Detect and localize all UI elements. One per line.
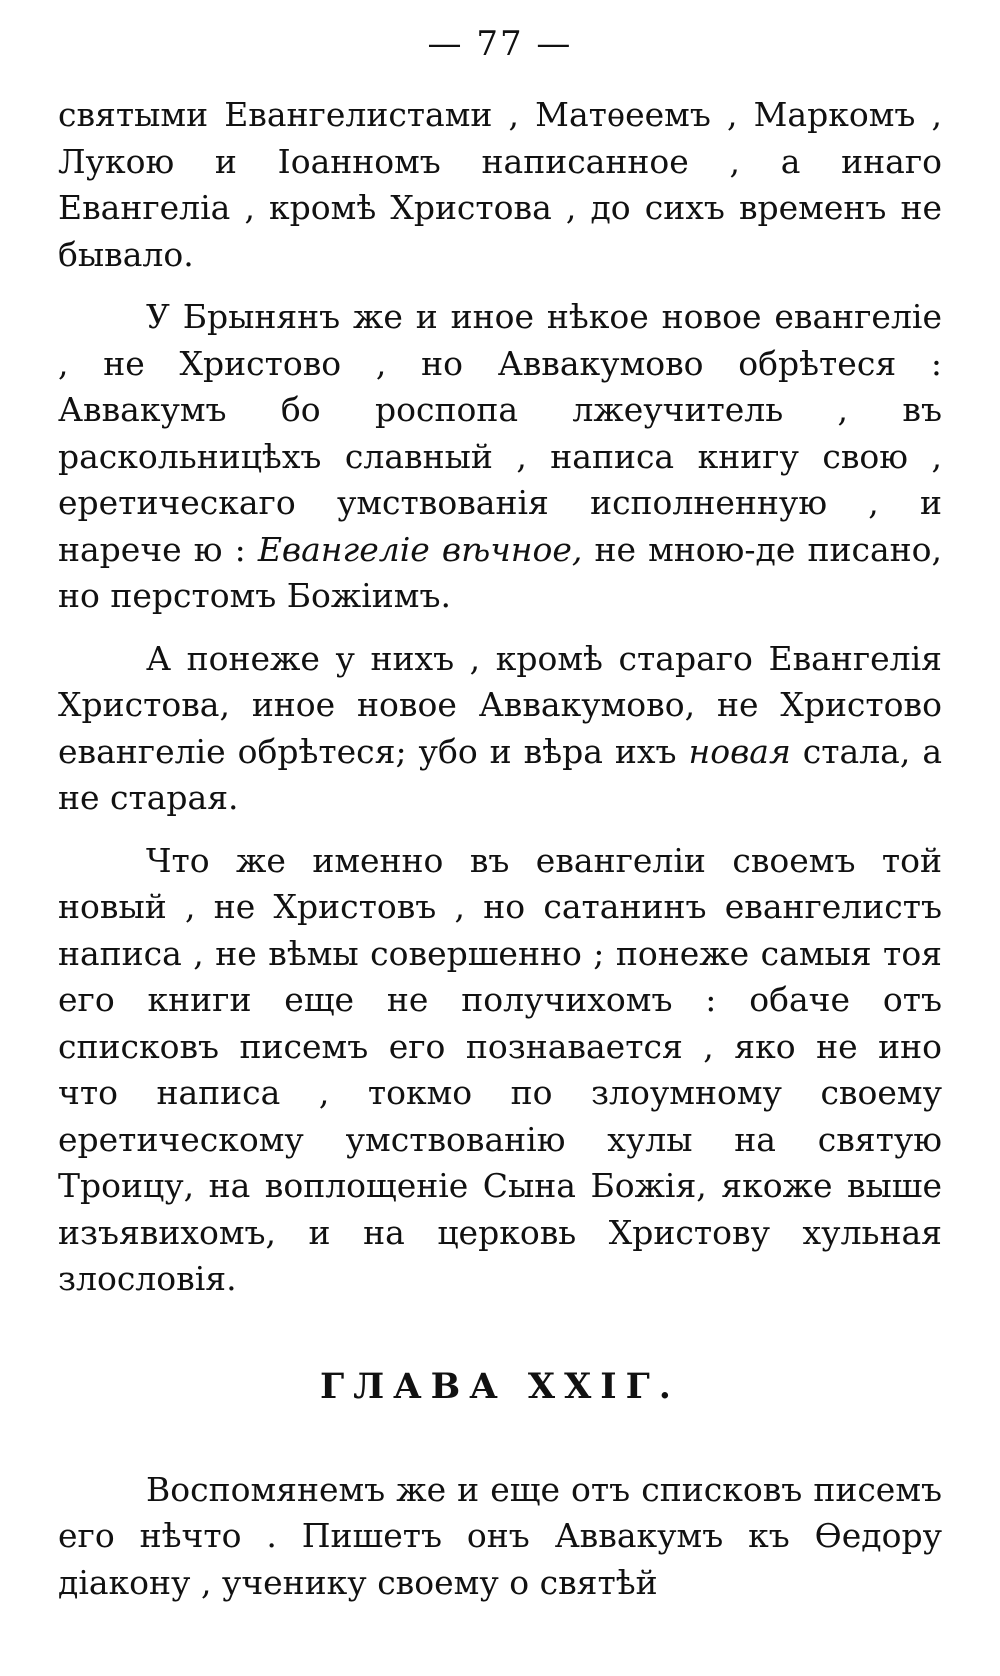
paragraph-2	[58, 294, 942, 620]
book-page	[58, 22, 942, 1622]
paragraph-3-italic: новая	[688, 731, 791, 771]
chapter-heading: ГЛАВА XXIГ.	[320, 1365, 680, 1407]
paragraph-1: святыми Евангелистами , Матѳеемъ , Маркомъ , Лукою и Іоанномъ написанное , а инаго Евангеліа , кромѣ Христова , до сихъ временъ не бывало.	[58, 95, 942, 274]
paragraph-3-text-end: стала, а не старая.	[58, 731, 942, 817]
paragraph-3-text: А понеже у нихъ , кромѣ стараго Евангелія Христова, иное новое Аввакумово, не Христово евангеліе обрѣтеся; убо и вѣра ихъ	[58, 638, 942, 771]
paragraph-2-text-end: не мною-де писано, но перстомъ Божіимъ.	[58, 529, 942, 615]
paragraph-3	[58, 636, 942, 822]
page-number: — 77 —	[427, 24, 573, 64]
paragraph-5: Воспомянемъ же и еще отъ списковъ писемъ его нѣчто . Пишетъ онъ Аввакумъ къ Ѳедору діакону , ученику своему о святѣй	[58, 1469, 942, 1602]
paragraph-2-italic: Евангеліе вѣчное,	[257, 529, 583, 569]
paragraph-2-text: У Брынянъ же и иное нѣкое новое евангеліе , не Христово , но Аввакумово обрѣтеся : Аввакумъ бо роспопа лжеучитель , въ раскольницѣхъ славный , написа книгу свою , еретическаго умствованія исполненную , и нарече ю :	[58, 297, 942, 569]
paragraph-4: Что же именно въ евангеліи своемъ той новый , не Христовъ , но сатанинъ евангелистъ написа , не вѣмы совершенно ; понеже самыя тоя его книги еще не получихомъ : обаче отъ списковъ писемъ его познавается , яко не ино что написа , токмо по злоумному своему еретическому умствованію хулы на святую Троицу, на воплощеніе Сына Божія, якоже выше изъявихомъ, и на церковь Христову хульная злословія.	[58, 840, 942, 1298]
